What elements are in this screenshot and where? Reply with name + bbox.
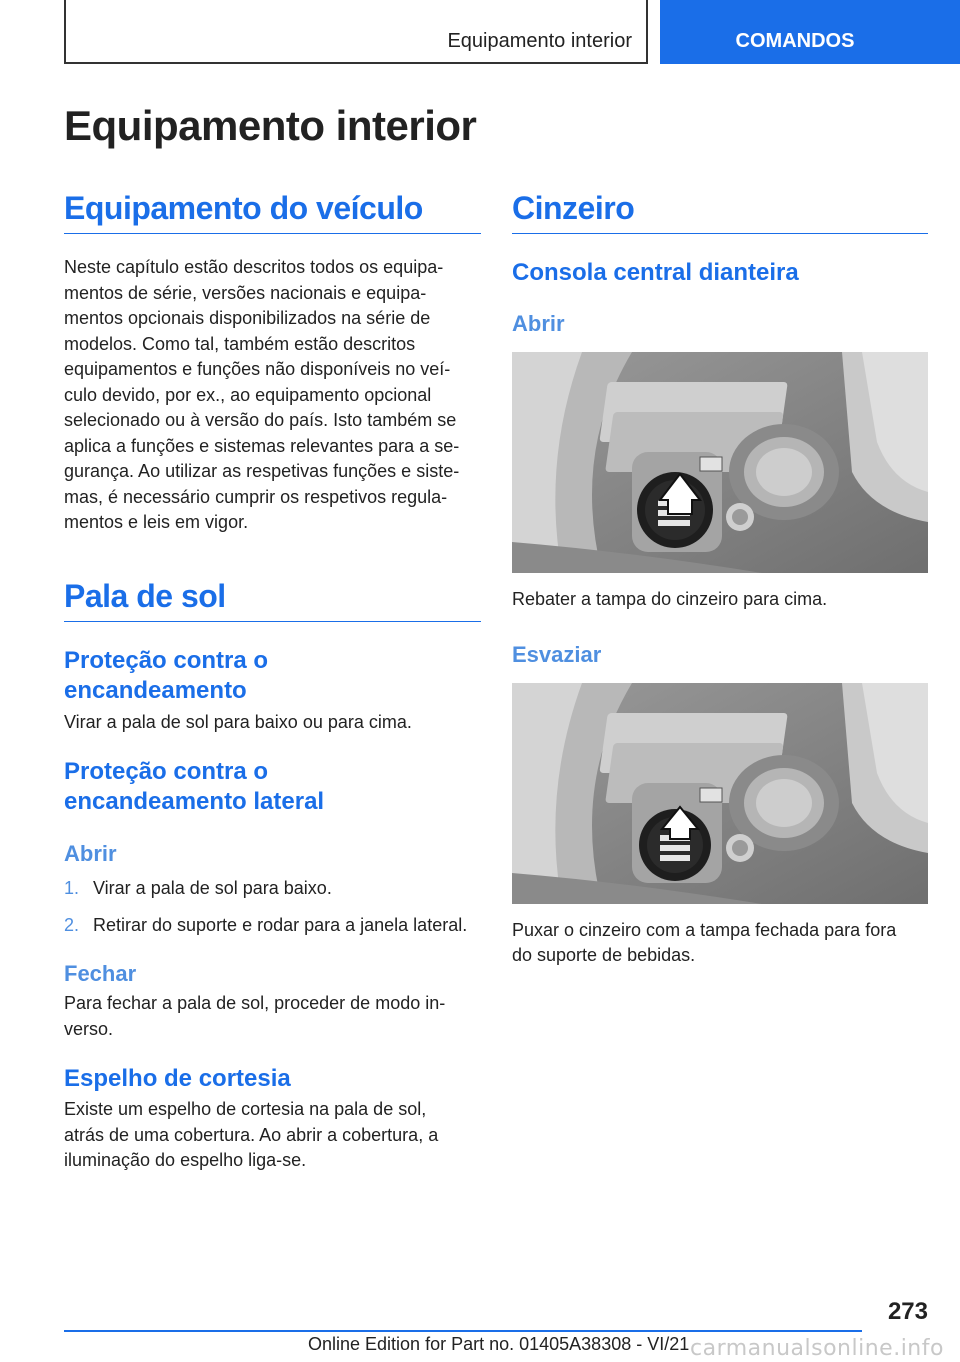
left-column [64,190,481,1174]
ashtray-empty-illustration [512,683,928,904]
ashtray-open-caption: Rebater a tampa do cinzeiro para cima. [512,589,828,609]
list-item: 2. Retirar do suporte e rodar para a janela lateral. [64,914,468,935]
ashtray-open-title: Abrir [512,311,565,336]
side-glare-open-title: Abrir [64,841,117,866]
watermark: carmanualsonline.info [690,1336,944,1361]
vanity-mirror-title: Espelho de cortesia [64,1065,291,1092]
vehicle-equipment-body: Neste capítulo estão descritos todos os equipa‐ mentos de série, versões nacionais e equipa‐ mentos opcionais disponibilizados na série de modelos. Como tal, também estão descritos equipamentos e funções não disponíveis no veí‐ culo devido, por ex., ao equipamento opcional selecionado ou à versão do país. Isto também se aplica a funções e sistemas relevantes para a se‐ gurança. Ao utilizar as respetivas funções e siste‐ mas, é necessário cumprir os respetivos regula‐ mentos e leis em vigor. [64,257,460,532]
header-chapter-tab: COMANDOS [660,0,960,64]
ashtray-empty-title: Esvaziar [512,641,602,667]
footer-divider [64,1330,862,1332]
side-glare-close-title: Fechar [64,961,137,986]
list-item: 1. Virar a pala de sol para baixo. [64,878,332,898]
ashtray-empty-caption: Puxar o cinzeiro com a tampa fechada para fora do suporte de bebidas. [512,919,897,965]
front-center-console-title: Consola central dianteira [512,259,799,286]
section-vehicle-equipment-title: Equipamento do veículo [64,190,481,234]
side-glare-protection-title: Proteção contra o encandeamento lateral [64,758,325,815]
right-column [512,190,928,969]
side-glare-close-body: Para fechar a pala de sol, proceder de modo in‐ verso. [64,993,446,1039]
page-number: 273 [887,1298,928,1325]
ashtray-open-illustration [512,352,928,573]
glare-protection-body: Virar a pala de sol para baixo ou para cima. [64,711,412,732]
section-sun-visor-title: Pala de sol [64,578,481,622]
page-title: Equipamento interior [64,102,477,149]
glare-protection-title: Proteção contra o encandeamento [64,646,269,704]
vanity-mirror-body: Existe um espelho de cortesia na pala de sol, atrás de uma cobertura. Ao abrir a cobertura, a iluminação do espelho liga-se. [64,1099,439,1170]
header-section-tab: Equipamento interior [64,0,648,64]
side-glare-open-steps [64,876,481,938]
section-ashtray-title: Cinzeiro [512,190,928,234]
edition-note: Online Edition for Part no. 01405A38308 - VI/21 [308,1334,690,1354]
